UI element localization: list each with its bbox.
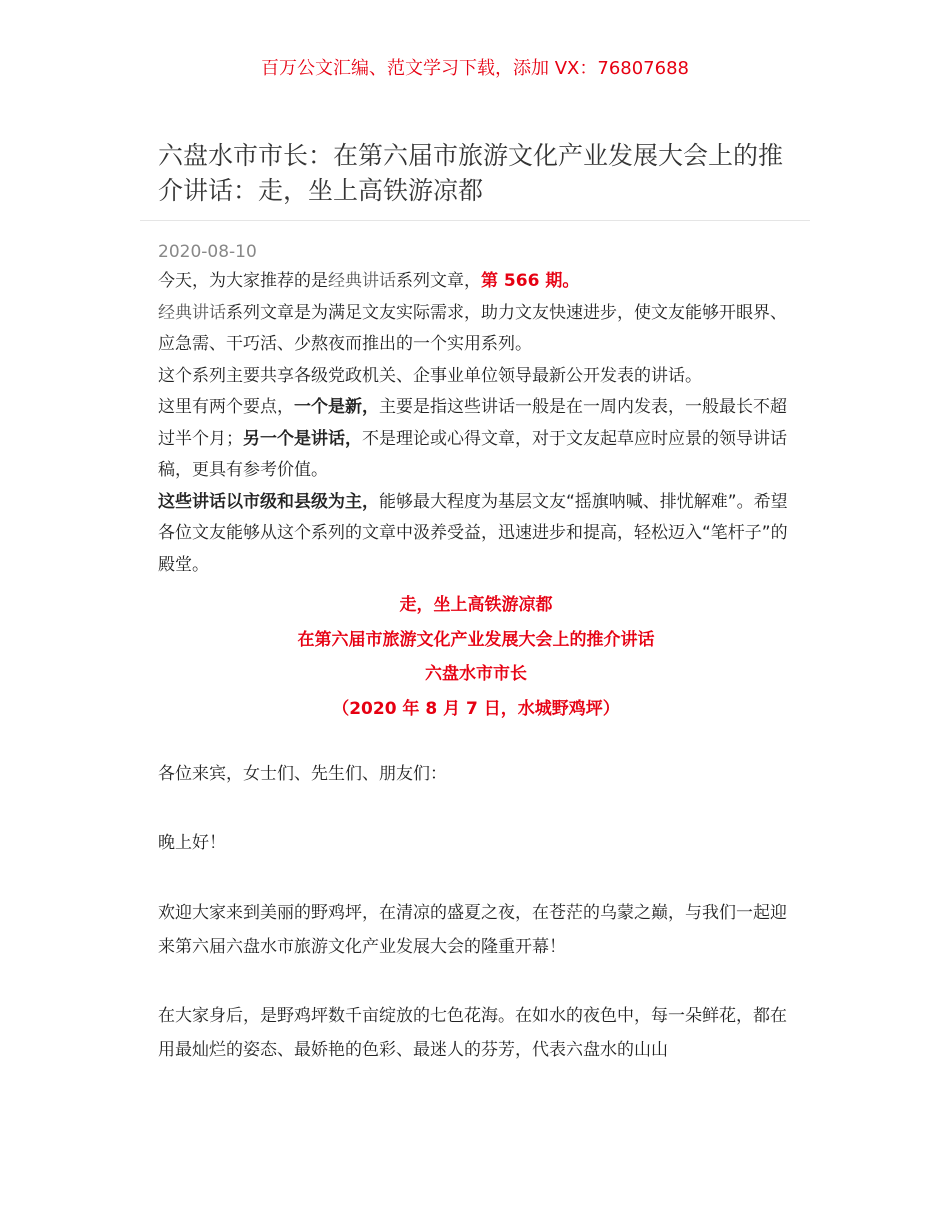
intro-text: 这里有两个要点， [158, 397, 294, 417]
key-point-3: 这些讲话以市级和县级为主， [158, 491, 379, 512]
intro-text: 系列文章是为满足文友实际需求，助力文友快速进步，使文友能够开眼界、应急需、干巧活、少熬夜而推出的一个实用系列。 [158, 302, 787, 354]
intro-text: 不是理论或心得文章，对于文友起草应时应景的领导讲话稿，更具有参考价值。 [158, 428, 787, 480]
key-point-1: 一个是新， [294, 397, 379, 417]
speech-greeting: 各位来宾，女士们、先生们、朋友们： [158, 764, 447, 784]
intro-text: 今天，为大家推荐的是 [158, 271, 328, 291]
speech-subtitle: 在第六届市旅游文化产业发展大会上的推介讲话 [297, 629, 655, 650]
issue-number: 第 566 期。 [481, 271, 580, 291]
intro-paragraph-5 [158, 487, 794, 582]
speech-evening: 晚上好！ [158, 833, 226, 853]
article-title: 六盘水市市长：在第六届市旅游文化产业发展大会上的推介讲话：走，坐上高铁游凉都 [158, 141, 784, 205]
header-note: 百万公文汇编、范文学习下载，添加 VX：76807688 [261, 58, 689, 79]
intro-text: 能够最大程度为基层文友“摇旗呐喊、排忧解难”。希望各位文友能够从这个系列的文章中汲养受益，迅速进步和提高，轻松迈入“笔杆子”的殿堂。 [158, 491, 788, 575]
speech-title: 走，坐上高铁游凉都 [399, 595, 553, 615]
intro-section [158, 266, 794, 581]
key-point-2: 另一个是讲话， [243, 428, 362, 449]
speech-welcome: 欢迎大家来到美丽的野鸡坪，在清凉的盛夏之夜，在苍茫的乌蒙之巅，与我们一起迎来第六届六盘水市旅游文化产业发展大会的隆重开幕！ [158, 903, 787, 957]
speaker: 六盘水市市长 [425, 664, 527, 684]
speech-heading [158, 588, 794, 726]
intro-paragraph-1 [158, 266, 794, 298]
speech-date-location: （2020 年 8 月 7 日，水城野鸡坪） [332, 698, 620, 719]
intro-text: 系列文章， [396, 271, 481, 291]
intro-paragraph-3: 这个系列主要共享各级党政机关、企事业单位领导最新公开发表的讲话。 [158, 365, 702, 386]
intro-text: 主要是指这些讲话一般是在一周内发表，一般最长不超过半个月； [158, 397, 787, 449]
series-name: 经典讲话 [158, 302, 226, 323]
series-name: 经典讲话 [328, 271, 396, 291]
title-divider [140, 220, 810, 221]
speech-flowers: 在大家身后，是野鸡坪数千亩绽放的七色花海。在如水的夜色中，每一朵鲜花，都在用最灿烂的姿态、最娇艳的色彩、最迷人的芬芳，代表六盘水的山山 [158, 1006, 787, 1060]
intro-paragraph-4 [158, 392, 794, 487]
article-date: 2020-08-10 [158, 242, 257, 262]
intro-paragraph-2 [158, 298, 794, 361]
